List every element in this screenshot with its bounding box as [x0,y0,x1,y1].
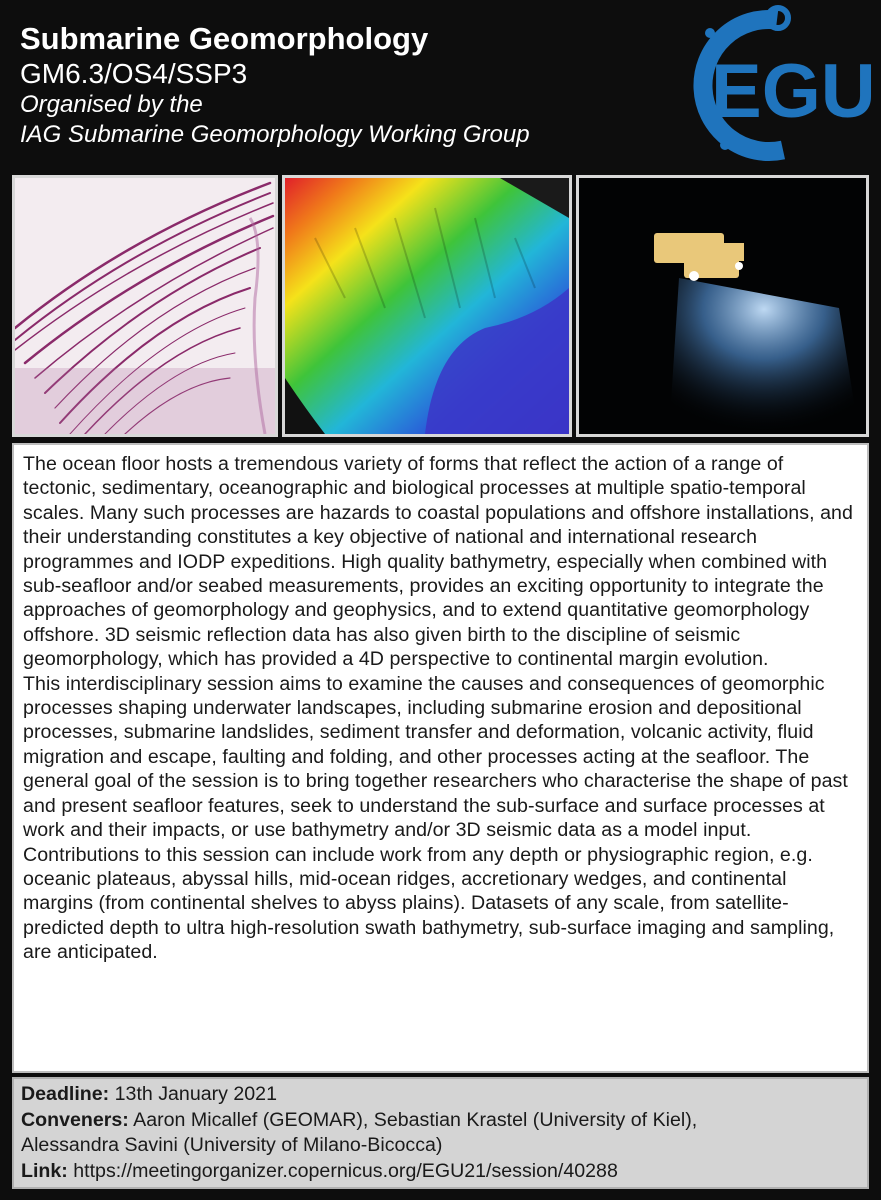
abstract [12,443,869,1073]
abstract-paragraph-2: This interdisciplinary session aims to examine the causes and consequences of geomorphic processes shaping underwater landscapes, including submarine erosion and depositional processes, submarine landslides, sediment transfer and deformation, volcanic activity, fluid migration and escape, faulting and folding, and other processes acting at the seafloor. The general goal of the session is to bring together researchers who characterise the shape of past and present seafloor features, seek to understand the sub-surface and surface processes at work and their impacts, or use bathymetry and/or 3D seismic data as a model input. Contributions to this session can include work from any depth or physiographic region, e.g. oceanic plateaus, abyssal hills, mid-ocean ridges, accretionary wedges, and continental margins (from continental shelves to abyss plains). Datasets of any scale, from satellite-predicted depth to ultra high-resolution swath bathymetry, sub-surface imaging and sampling, are anticipated. [23,672,848,964]
egu-logo [665,5,875,170]
bathymetry-map-image [282,175,572,437]
session-link[interactable]: https://meetingorganizer.copernicus.org/EGU21/session/40288 [73,1159,618,1182]
conveners-row [21,1108,861,1134]
conveners-row-2 [21,1133,861,1159]
underwater-vehicle-image [576,175,869,437]
link-label: Link: [21,1159,68,1182]
conveners-value-1: Aaron Micallef (GEOMAR), Sebastian Krastel (University of Kiel), [133,1108,698,1131]
organiser-line-1: Organised by the [20,91,203,118]
session-code: GM6.3/OS4/SSP3 [20,58,248,89]
poster-title: Submarine Geomorphology [20,21,429,56]
seismic-profile-image [12,175,278,437]
link-row [21,1159,861,1185]
logo-text: EGU [711,49,875,134]
deadline-label: Deadline: [21,1083,110,1105]
conveners-label: Conveners: [21,1108,129,1131]
deadline-row [21,1082,861,1108]
conveners-value-2: Alessandra Savini (University of Milano-Bicocca) [21,1134,443,1156]
header [20,20,530,150]
deadline-value: 13th January 2021 [114,1083,277,1105]
organiser-line-2: IAG Submarine Geomorphology Working Group [20,121,530,148]
abstract-paragraph-1: The ocean floor hosts a tremendous variety of forms that reflect the action of a range of tectonic, sedimentary, oceanographic and biological processes at multiple spatio-temporal scales. Many such processes are hazards to coastal populations and offshore installations, and their understanding constitutes a key objective of national and international research programmes and IODP expeditions. High quality bathymetry, especially when combined with sub-seafloor and/or seabed measurements, provides an exciting opportunity to integrate the approaches of geomorphology and geophysics, and to extend quantitative geomorphology offshore. 3D seismic reflection data has also given birth to the discipline of seismic geomorphology, which has provided a 4D perspective to continental margin evolution. [23,453,853,671]
session-info [12,1077,869,1189]
